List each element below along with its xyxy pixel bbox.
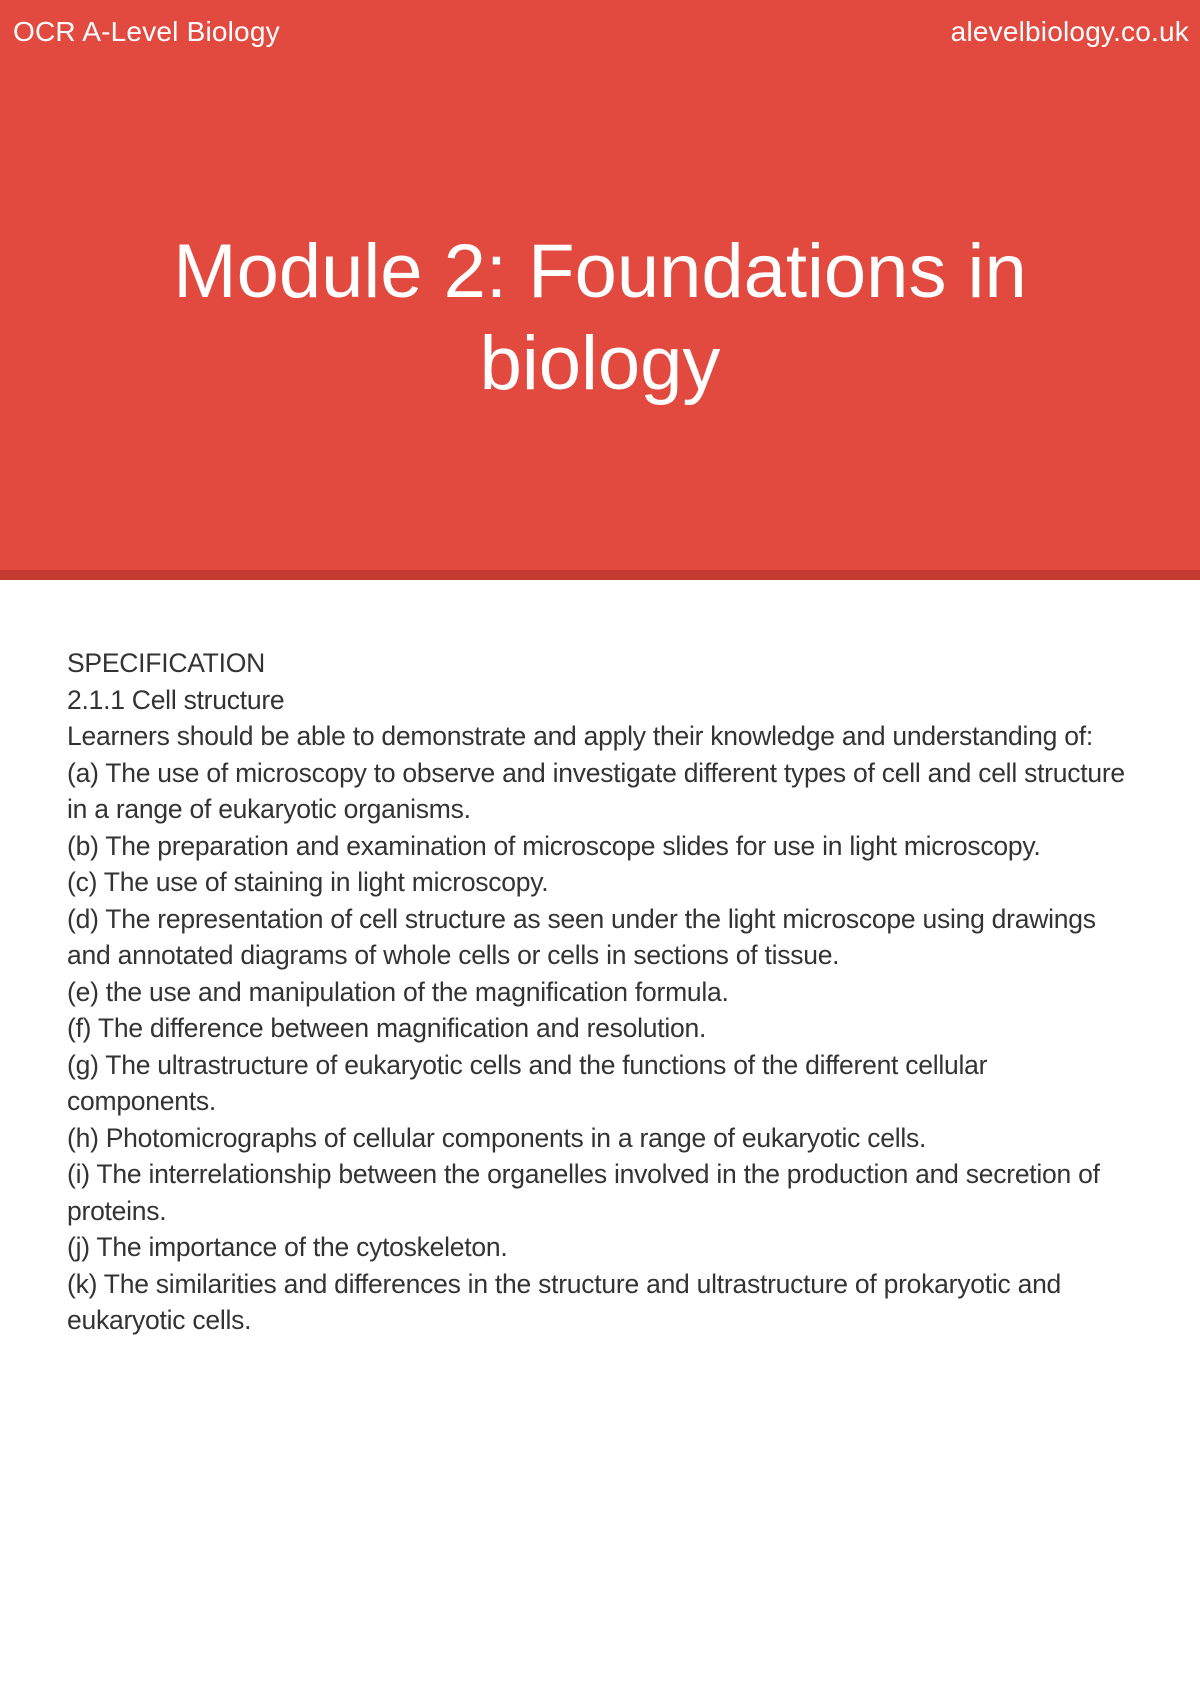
spec-item-e: (e) the use and manipulation of the magnification formula. [67,976,729,1007]
course-name: OCR A-Level Biology [13,16,280,47]
specification-heading: SPECIFICATION [67,648,265,678]
spec-item-f: (f) The difference between magnification and resolution. [67,1013,707,1043]
section-title: 2.1.1 Cell structure [67,684,285,715]
spec-item-i: (i) The interrelationship between the organelles involved in the production and secretion of proteins. [67,1159,1100,1226]
header-divider [0,570,1200,580]
spec-item-h: (h) Photomicrographs of cellular components in a range of eukaryotic cells. [67,1122,927,1153]
spec-item-d: (d) The representation of cell structure as seen under the light microscope using drawings and annotated diagrams of whole cells or cells in sections of tissue. [67,903,1096,970]
spec-item-a: (a) The use of microscopy to observe and investigate different types of cell and cell structure in a range of eukaryotic organisms. [67,757,1125,824]
intro-text: Learners should be able to demonstrate and apply their knowledge and understanding of: [67,721,1093,751]
spec-item-k: (k) The similarities and differences in the structure and ultrastructure of prokaryotic and eukaryotic cells. [67,1268,1062,1335]
spec-item-j: (j) The importance of the cytoskeleton. [67,1232,508,1262]
website-url[interactable]: alevelbiology.co.uk [950,16,1189,47]
spec-item-g: (g) The ultrastructure of eukaryotic cells and the functions of the different cellular components. [67,1049,988,1116]
spec-item-b: (b) The preparation and examination of microscope slides for use in light microscopy. [67,830,1041,861]
spec-item-c: (c) The use of staining in light microscopy. [67,867,549,897]
page-title: Module 2: Foundations in biology [173,229,1027,406]
specification-block [67,645,1142,1339]
